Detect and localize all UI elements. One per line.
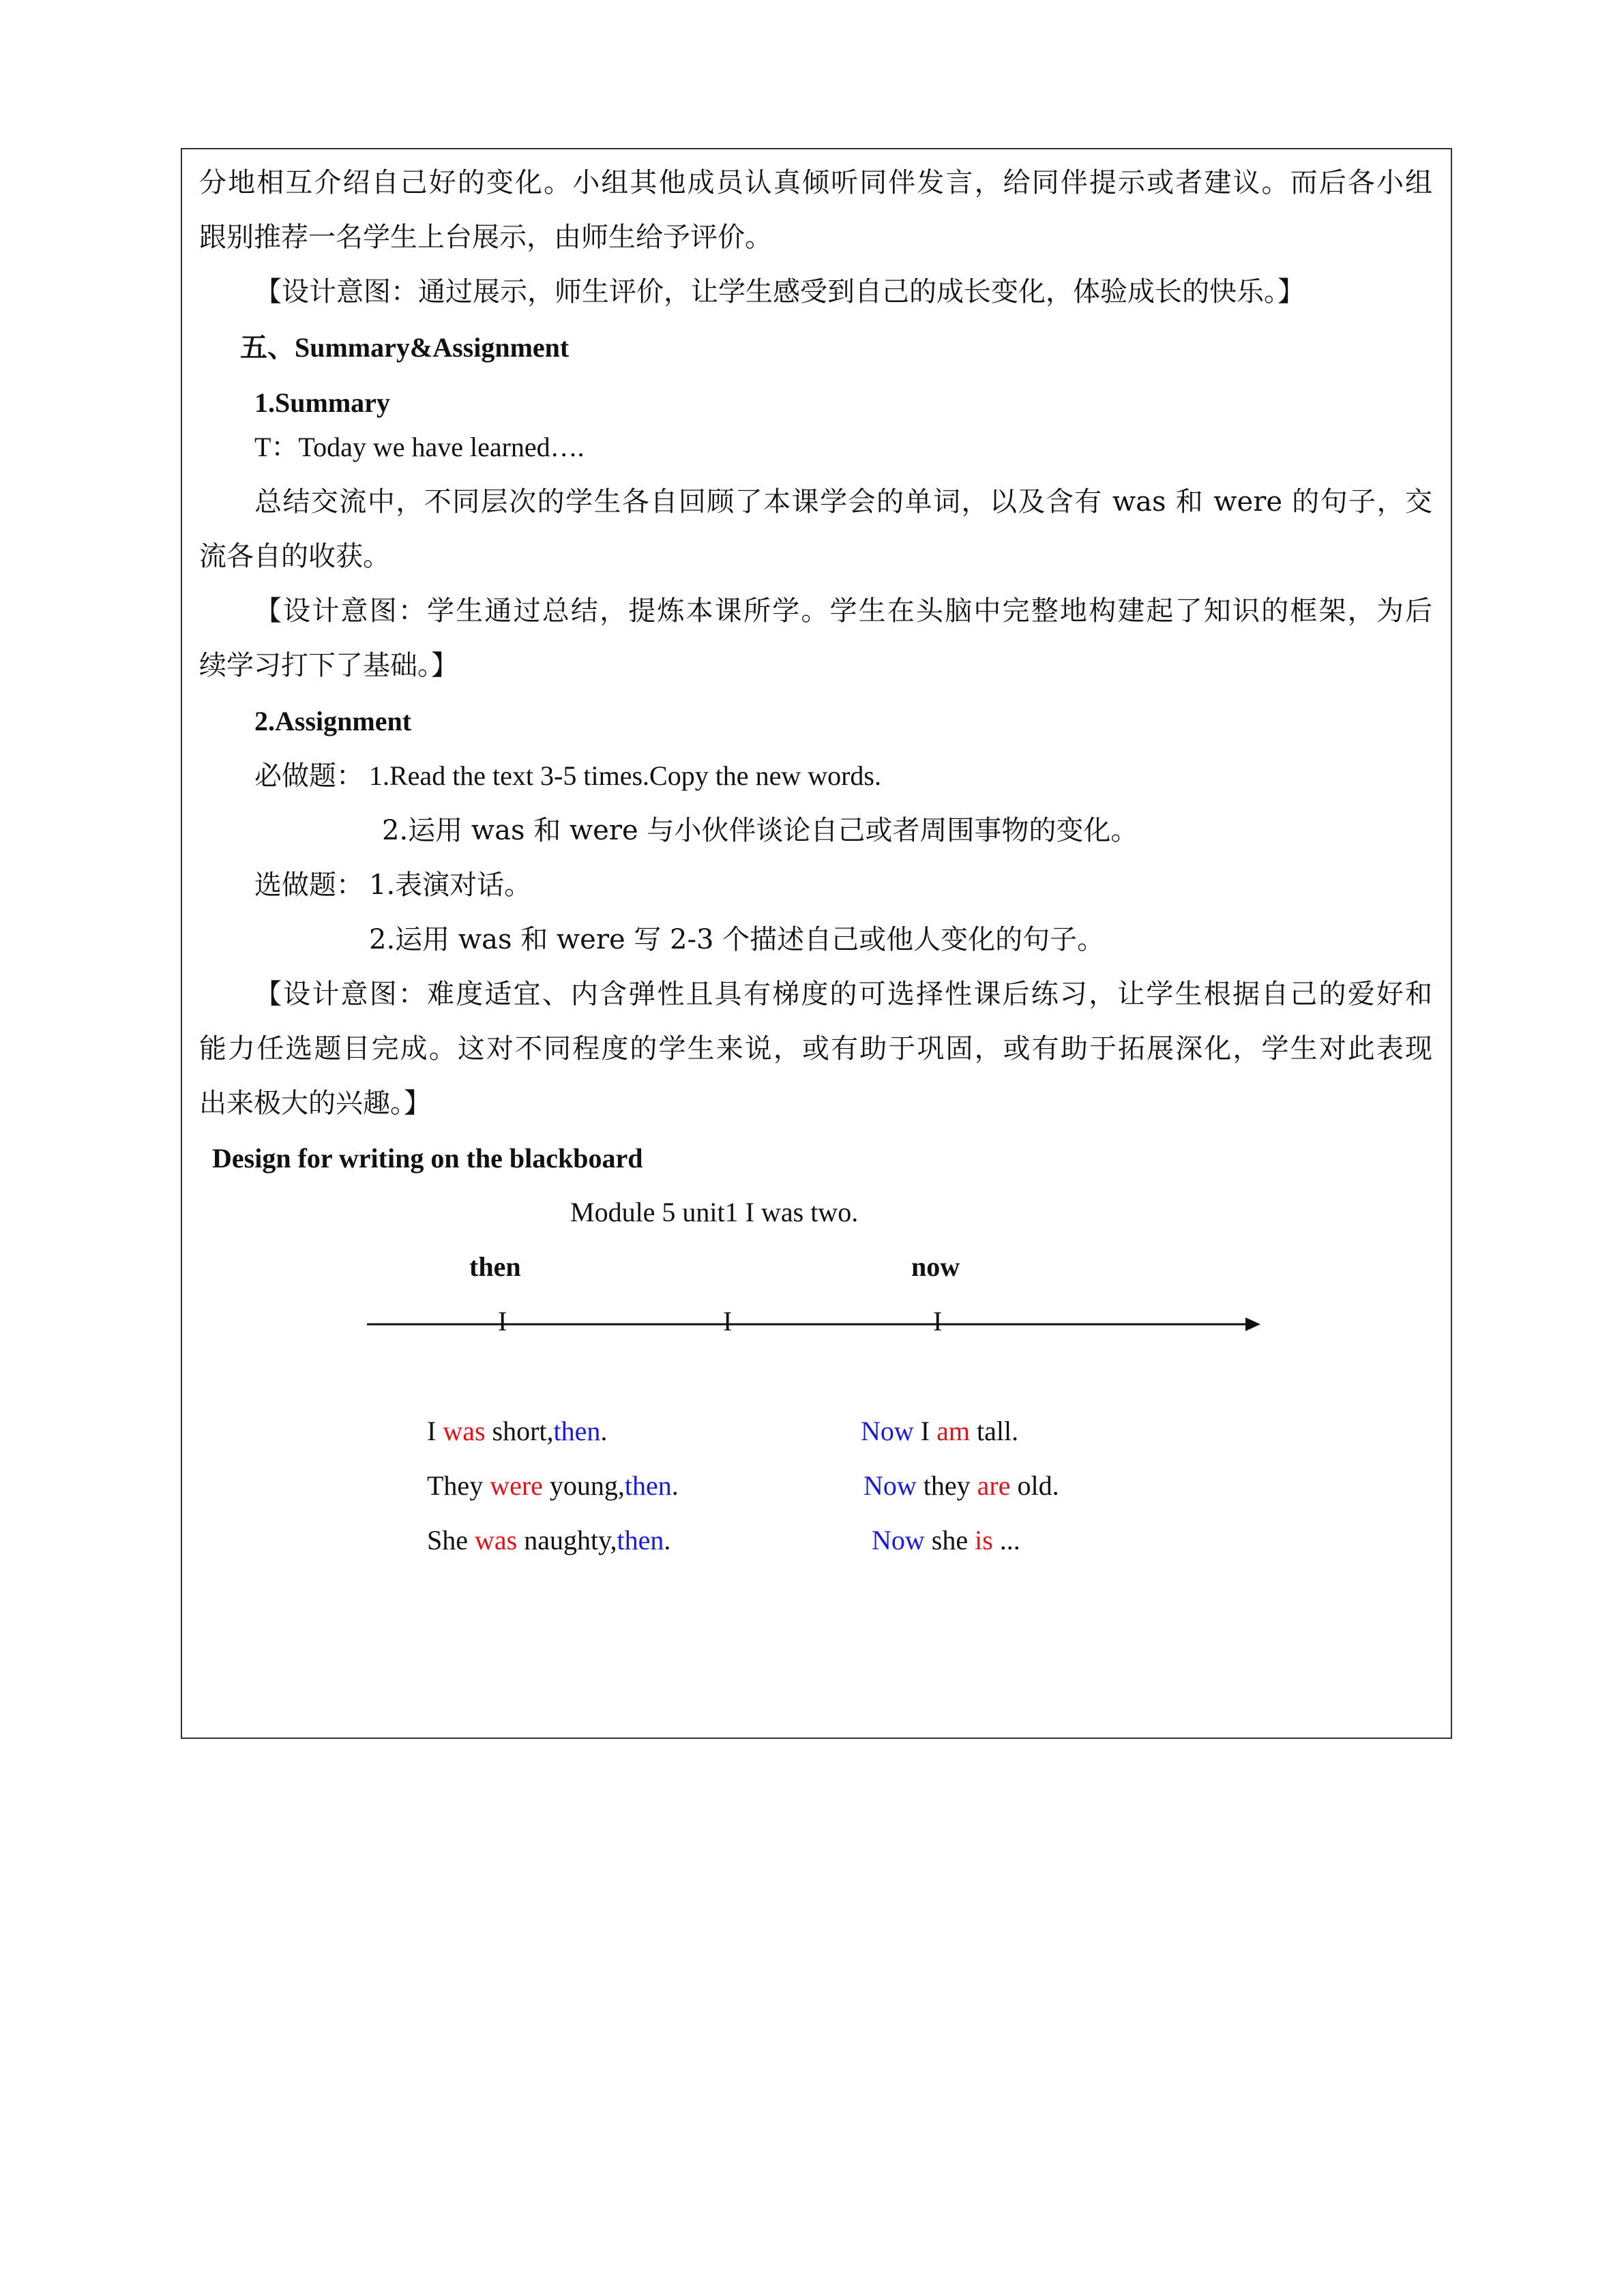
timeline-tick: I (933, 1306, 943, 1337)
design-intent: 【设计意图：学生通过总结，提炼本课所学。学生在头脑中完整地构建起了知识的框架，为后 (254, 595, 1432, 627)
design-intent: 能力任选题目完成。这对不同程度的学生来说，或有助于巩固，或有助于拓展深化，学生对此表现 (199, 1033, 1432, 1064)
teacher-line: T：Today we have learned…. (254, 432, 585, 462)
timeline-tick: I (498, 1306, 507, 1337)
now-word: Now (861, 1416, 914, 1446)
design-intent: 出来极大的兴趣。】 (199, 1088, 431, 1119)
now-sentence: Now they are old. (863, 1470, 1059, 1501)
timeline-label-then: then (469, 1251, 521, 1282)
then-sentence: She was naughty,then. (427, 1525, 671, 1555)
required-label: 必做题： (254, 760, 364, 792)
paragraph-line: 分地相互介绍自己好的变化。小组其他成员认真倾听同伴发言，给同伴提示或者建议。而后各小组 (199, 167, 1432, 198)
now-word: Now (863, 1470, 917, 1501)
summary-body-line: 总结交流中，不同层次的学生各自回顾了本课学会的单词，以及含有 was 和 were 的句子，交 (254, 486, 1432, 518)
then-sentence: I was short,then. (427, 1416, 608, 1446)
summary-heading: 1.Summary (254, 387, 390, 418)
summary-body-line: 流各自的收获。 (199, 541, 390, 572)
now-sentence: Now I am tall. (861, 1416, 1019, 1446)
optional-task: 2.运用 was 和 were 写 2-3 个描述自己或他人变化的句子。 (369, 924, 1105, 955)
present-verb: is (975, 1525, 993, 1555)
then-word: then (617, 1525, 664, 1555)
assignment-heading: 2.Assignment (254, 706, 412, 736)
now-sentence: Now she is ... (872, 1525, 1020, 1555)
timeline-tick: I (723, 1306, 733, 1337)
present-verb: am (936, 1416, 970, 1446)
section-heading: 五、Summary&Assignment (240, 332, 570, 363)
now-word: Now (872, 1525, 925, 1555)
timeline-label-now: now (911, 1251, 960, 1282)
optional-task: 1.表演对话。 (369, 869, 532, 901)
then-word: then (624, 1470, 672, 1501)
past-verb: was (443, 1416, 486, 1446)
past-verb: was (475, 1525, 518, 1555)
design-intent: 【设计意图：难度适宜、内含弹性且具有梯度的可选择性课后练习，让学生根据自己的爱好和 (254, 979, 1432, 1010)
blackboard-heading: Design for writing on the blackboard (212, 1143, 643, 1174)
present-verb: are (977, 1470, 1011, 1501)
then-word: then (553, 1416, 601, 1446)
design-intent: 续学习打下了基础。】 (199, 650, 458, 681)
design-intent: 【设计意图：通过展示，师生评价，让学生感受到自己的成长变化，体验成长的快乐。】 (254, 276, 1305, 308)
required-task: 1.Read the text 3-5 times.Copy the new words. (369, 760, 881, 791)
then-sentence: They were young,then. (427, 1470, 679, 1501)
required-task: 2.运用 was 和 were 与小伙伴谈论自己或者周围事物的变化。 (382, 815, 1138, 846)
past-verb: were (490, 1470, 543, 1501)
paragraph-line: 跟别推荐一名学生上台展示，由师生给予评价。 (199, 222, 772, 253)
optional-label: 选做题： (254, 869, 364, 901)
blackboard-title: Module 5 unit1 I was two. (570, 1197, 859, 1227)
